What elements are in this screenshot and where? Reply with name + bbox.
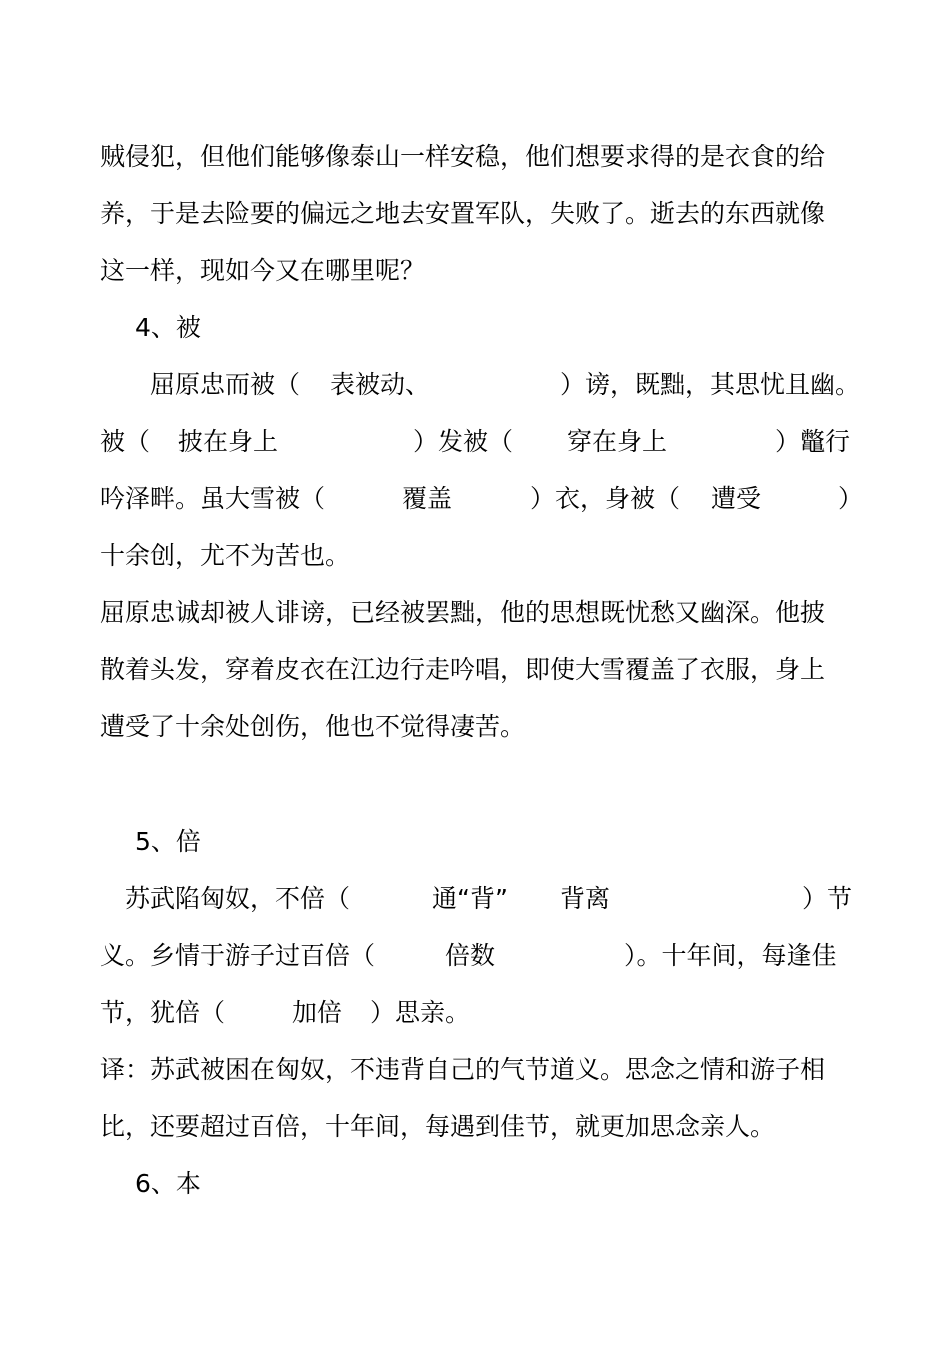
translation-line: 译：苏武被困在匈奴，不违背自己的气节道义。思念之情和游子相: [100, 1055, 826, 1084]
exercise-text: 义。乡情于游子过百倍（: [100, 941, 376, 970]
exercise-answer: 表被动、: [330, 370, 431, 399]
exercise-answer: 披在身上: [178, 427, 279, 456]
translation-line: 遭受了十余处创伤，他也不觉得凄苦。: [100, 712, 526, 741]
exercise-answer: 通“背”: [432, 884, 508, 913]
exercise-answer: 背离: [560, 884, 611, 913]
section-heading: 6、本: [135, 1169, 201, 1198]
exercise-text: ）。十年间，每逢佳: [624, 941, 837, 970]
exercise-text: ）节: [802, 884, 853, 913]
exercise-text: 十余创，尤不为苦也。: [100, 541, 351, 570]
exercise-text: 屈原忠而被（: [150, 370, 301, 399]
exercise-text: 被（: [100, 427, 151, 456]
section-heading: 4、被: [135, 313, 201, 342]
translation-line: 屈原忠诚却被人诽谤，已经被罢黜，他的思想既忧愁又幽深。他披: [100, 598, 826, 627]
exercise-answer: 遭受: [711, 484, 762, 513]
exercise-text: 节，犹倍（: [100, 998, 226, 1027]
exercise-text: ）发被（: [413, 427, 514, 456]
paragraph-line: 贼侵犯，但他们能够像泰山一样安稳，他们想要求得的是衣食的给: [100, 142, 826, 171]
exercise-text: ）: [838, 484, 864, 513]
exercise-text: ）鼈行: [775, 427, 851, 456]
translation-line: 比，还要超过百倍，十年间，每遇到佳节，就更加思念亲人。: [100, 1112, 776, 1141]
exercise-text: ）思亲。: [370, 998, 471, 1027]
exercise-text: ）衣，身被（: [530, 484, 681, 513]
exercise-text: ）谤，既黜，其思忧且幽。: [560, 370, 861, 399]
exercise-answer: 加倍: [292, 998, 343, 1027]
exercise-answer: 覆盖: [402, 484, 453, 513]
exercise-answer: 穿在身上: [567, 427, 668, 456]
section-heading: 5、倍: [135, 827, 201, 856]
paragraph-line: 养，于是去险要的偏远之地去安置军队，失败了。逝去的东西就像: [100, 199, 826, 228]
exercise-answer: 倍数: [445, 941, 496, 970]
exercise-text: 苏武陷匈奴，不倍（: [125, 884, 351, 913]
exercise-text: 吟泽畔。虽大雪被（: [100, 484, 326, 513]
translation-line: 散着头发，穿着皮衣在江边行走吟唱，即使大雪覆盖了衣服，身上: [100, 655, 826, 684]
paragraph-line: 这一样，现如今又在哪里呢？: [100, 256, 426, 285]
